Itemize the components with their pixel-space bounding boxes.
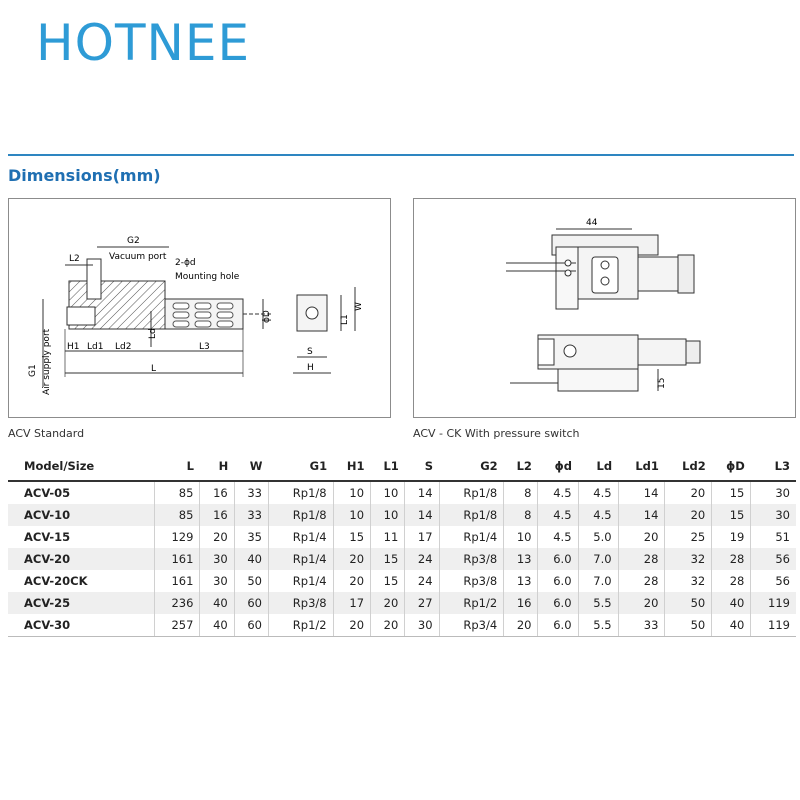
table-cell: 40 xyxy=(712,592,751,614)
table-cell: 8 xyxy=(504,504,538,526)
label-h1: H1 xyxy=(67,342,80,352)
silencer-side xyxy=(638,339,686,365)
air-port-bore xyxy=(67,307,95,325)
model-cell: ACV-15 xyxy=(24,530,71,544)
table-cell: 15 xyxy=(371,570,405,592)
table-cell: 7.0 xyxy=(578,570,618,592)
label-g1: G1 xyxy=(28,364,38,377)
table-cell: 51 xyxy=(751,526,796,548)
table-cell: 20 xyxy=(618,592,665,614)
table-cell: 28 xyxy=(712,548,751,570)
label-air-supply-port: Air supply port xyxy=(42,328,52,395)
table-cell: 85 xyxy=(154,481,200,504)
table-cell: 30 xyxy=(751,504,796,526)
model-cell: ACV-25 xyxy=(24,596,71,610)
table-cell: 50 xyxy=(665,592,712,614)
section-title: Dimensions(mm) xyxy=(8,166,161,185)
table-row xyxy=(8,481,796,504)
table-cell: 40 xyxy=(200,614,234,637)
table-cell: 14 xyxy=(405,481,439,504)
table-cell: 19 xyxy=(712,526,751,548)
table-cell: 10 xyxy=(371,481,405,504)
dimensions-table xyxy=(8,452,796,637)
col-header: L xyxy=(154,452,200,481)
table-cell: 129 xyxy=(154,526,200,548)
table-cell: Rp1/8 xyxy=(439,504,504,526)
table-cell: 32 xyxy=(665,570,712,592)
table-cell: 6.0 xyxy=(538,570,578,592)
label-l3: L3 xyxy=(199,342,210,352)
table-cell: 11 xyxy=(371,526,405,548)
table-cell: Rp1/2 xyxy=(268,614,333,637)
brand-logo: HOTNEE xyxy=(36,14,251,72)
table-cell: 10 xyxy=(504,526,538,548)
table-cell: 50 xyxy=(234,570,268,592)
table-cell: 20 xyxy=(618,526,665,548)
table-cell: 33 xyxy=(234,504,268,526)
table-cell: 33 xyxy=(618,614,665,637)
table-cell: Rp1/4 xyxy=(268,526,333,548)
table-cell: 56 xyxy=(751,570,796,592)
model-cell: ACV-10 xyxy=(24,508,71,522)
table-cell: 40 xyxy=(712,614,751,637)
table-cell: 257 xyxy=(154,614,200,637)
model-cell: ACV-05 xyxy=(24,486,71,500)
table-cell: 28 xyxy=(618,570,665,592)
col-header: L2 xyxy=(504,452,538,481)
table-row xyxy=(8,592,796,614)
table-cell: Rp1/4 xyxy=(268,548,333,570)
label-l1: L1 xyxy=(340,314,350,325)
table-cell: 60 xyxy=(234,614,268,637)
table-cell: Rp1/8 xyxy=(268,481,333,504)
col-header: W xyxy=(234,452,268,481)
col-header: Ld xyxy=(578,452,618,481)
table-cell: 4.5 xyxy=(578,504,618,526)
col-header: ϕD xyxy=(712,452,751,481)
table-cell: 85 xyxy=(154,504,200,526)
label-l: L xyxy=(151,364,157,374)
label-15: 15 xyxy=(657,377,667,389)
table-cell: 20 xyxy=(371,592,405,614)
table-cell: 50 xyxy=(665,614,712,637)
table-cell: 16 xyxy=(504,592,538,614)
col-header: H xyxy=(200,452,234,481)
table-cell: 4.5 xyxy=(538,526,578,548)
table-cell: 20 xyxy=(504,614,538,637)
table-cell: 28 xyxy=(618,548,665,570)
table-cell: 15 xyxy=(333,526,370,548)
table-cell: 13 xyxy=(504,570,538,592)
table-cell: 30 xyxy=(200,548,234,570)
table-cell: Rp1/8 xyxy=(439,481,504,504)
table-cell: 161 xyxy=(154,548,200,570)
table-cell: 4.5 xyxy=(578,481,618,504)
table-cell: 20 xyxy=(333,548,370,570)
table-cell: 56 xyxy=(751,548,796,570)
col-header: Ld1 xyxy=(618,452,665,481)
table-cell: 5.5 xyxy=(578,614,618,637)
label-w: W xyxy=(354,302,364,311)
label-44: 44 xyxy=(586,218,598,228)
col-header: ϕd xyxy=(538,452,578,481)
acv-standard-drawing xyxy=(8,198,391,418)
table-cell: 15 xyxy=(712,504,751,526)
table-cell: Rp3/8 xyxy=(439,570,504,592)
label-ld1: Ld1 xyxy=(87,342,104,352)
label-vacuum-port: Vacuum port xyxy=(109,252,167,262)
silencer-top xyxy=(638,257,678,291)
table-row xyxy=(8,570,796,592)
model-cell: ACV-30 xyxy=(8,614,154,637)
table-cell: 35 xyxy=(234,526,268,548)
table-row xyxy=(8,526,796,548)
label-g2: G2 xyxy=(127,236,140,246)
label-s: S xyxy=(307,347,313,357)
table-cell: 20 xyxy=(665,481,712,504)
col-header: G1 xyxy=(268,452,333,481)
table-cell: 14 xyxy=(618,481,665,504)
table-cell: 4.5 xyxy=(538,481,578,504)
table-cell: Rp1/4 xyxy=(268,570,333,592)
table-cell: 119 xyxy=(751,614,796,637)
table-cell: 60 xyxy=(234,592,268,614)
table-cell: 13 xyxy=(504,548,538,570)
table-cell: 17 xyxy=(405,526,439,548)
label-ld: Ld xyxy=(148,328,158,339)
table-cell: 6.0 xyxy=(538,548,578,570)
table-cell: 16 xyxy=(200,481,234,504)
table-cell: 30 xyxy=(751,481,796,504)
col-header: L1 xyxy=(371,452,405,481)
table-cell: 161 xyxy=(154,570,200,592)
table-cell: 14 xyxy=(618,504,665,526)
table-cell: 15 xyxy=(371,548,405,570)
label-h: H xyxy=(307,363,314,373)
table-cell: 25 xyxy=(665,526,712,548)
label-phi-d-outer: ϕD xyxy=(262,310,272,323)
table-cell: Rp3/8 xyxy=(439,548,504,570)
table-cell: Rp1/4 xyxy=(439,526,504,548)
table-cell: 16 xyxy=(200,504,234,526)
table-cell: 24 xyxy=(405,570,439,592)
table-cell: Rp3/4 xyxy=(439,614,504,637)
table-cell: 15 xyxy=(712,481,751,504)
table-row xyxy=(8,548,796,570)
label-l2: L2 xyxy=(69,254,80,264)
table-cell: 40 xyxy=(200,592,234,614)
table-cell: 7.0 xyxy=(578,548,618,570)
label-ld2: Ld2 xyxy=(115,342,132,352)
label-two-phi-d: 2-ϕd xyxy=(175,258,196,268)
model-cell: ACV-20 xyxy=(24,552,71,566)
caption-acv-standard: ACV Standard xyxy=(8,427,85,440)
col-header: H1 xyxy=(333,452,370,481)
table-cell: 40 xyxy=(234,548,268,570)
table-cell: 28 xyxy=(712,570,751,592)
header-rule xyxy=(8,154,794,156)
table-cell: 119 xyxy=(751,592,796,614)
table-cell: 30 xyxy=(200,570,234,592)
table-cell: 32 xyxy=(665,548,712,570)
table-cell: Rp3/8 xyxy=(268,592,333,614)
table-cell: 10 xyxy=(333,481,370,504)
acv-ck-drawing xyxy=(413,198,796,418)
table-cell: 5.5 xyxy=(578,592,618,614)
table-cell: 20 xyxy=(371,614,405,637)
table-cell: 20 xyxy=(333,614,370,637)
acv-ck-svg xyxy=(414,199,795,417)
table-cell: 20 xyxy=(665,504,712,526)
col-header: G2 xyxy=(439,452,504,481)
col-header: Model/Size xyxy=(8,452,154,481)
table-cell: 8 xyxy=(504,481,538,504)
table-cell: Rp1/8 xyxy=(268,504,333,526)
table-cell: 4.5 xyxy=(538,504,578,526)
model-cell: ACV-20CK xyxy=(24,574,88,588)
table-cell: 5.0 xyxy=(578,526,618,548)
table-row xyxy=(8,504,796,526)
col-header: Ld2 xyxy=(665,452,712,481)
table-cell: 10 xyxy=(333,504,370,526)
table-cell: 17 xyxy=(333,592,370,614)
acv-standard-svg xyxy=(9,199,390,417)
table-cell: 24 xyxy=(405,548,439,570)
table-body xyxy=(8,481,796,637)
table-header-row xyxy=(8,452,796,481)
label-mounting-hole: Mounting hole xyxy=(175,272,240,282)
table-cell: Rp1/2 xyxy=(439,592,504,614)
table-cell: 14 xyxy=(405,504,439,526)
table-cell: 6.0 xyxy=(538,592,578,614)
caption-acv-ck: ACV - CK With pressure switch xyxy=(413,427,580,440)
table-cell: 33 xyxy=(234,481,268,504)
table-cell: 27 xyxy=(405,592,439,614)
table-cell: 30 xyxy=(405,614,439,637)
col-header: S xyxy=(405,452,439,481)
table-row xyxy=(8,614,796,637)
table-cell: 20 xyxy=(333,570,370,592)
col-header: L3 xyxy=(751,452,796,481)
table-cell: 20 xyxy=(200,526,234,548)
table-cell: 236 xyxy=(154,592,200,614)
table-cell: 10 xyxy=(371,504,405,526)
table-cell: 6.0 xyxy=(538,614,578,637)
